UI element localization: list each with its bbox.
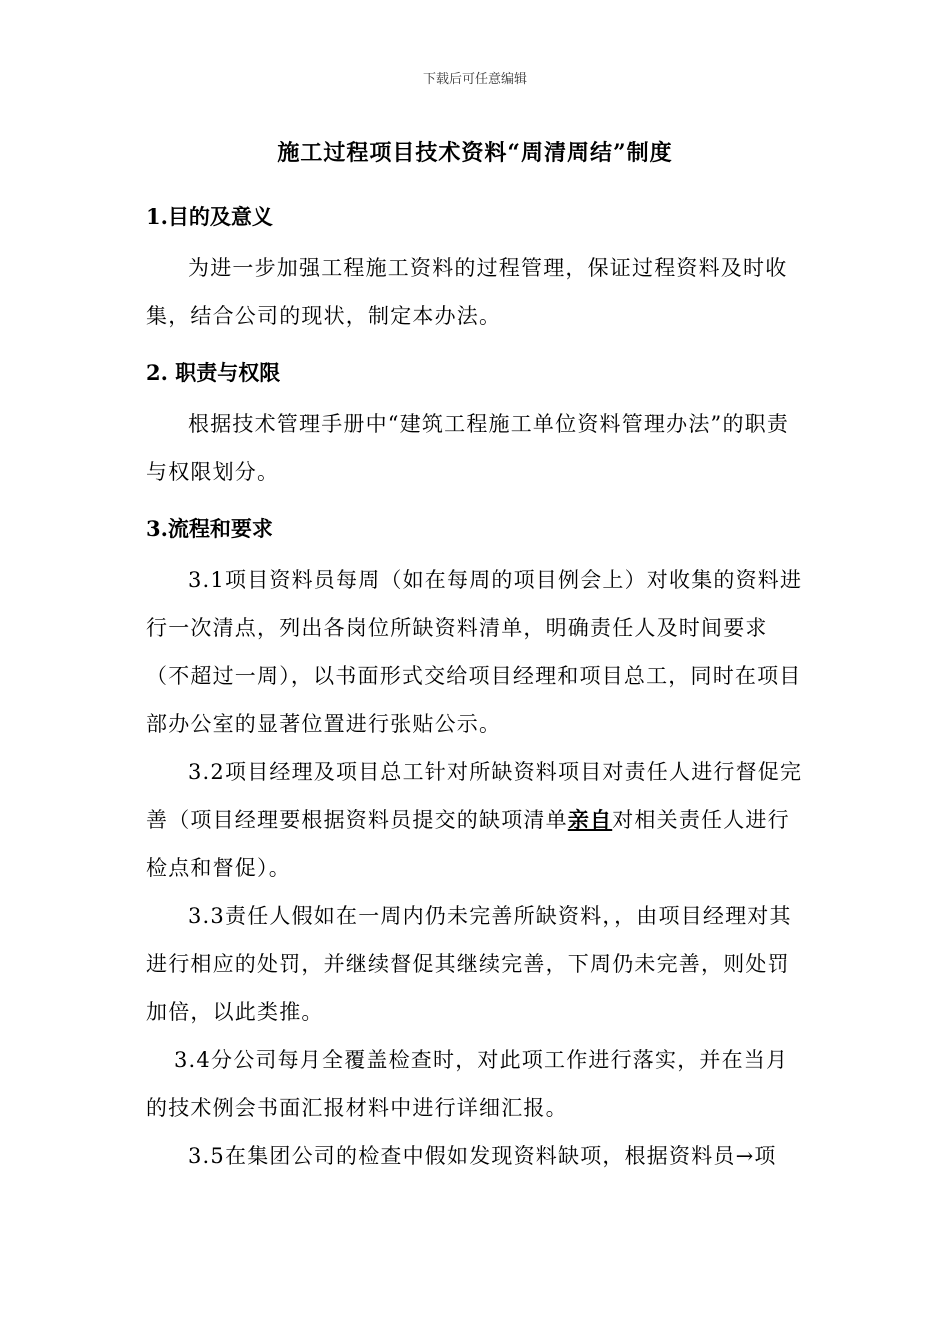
paragraph-responsibilities: 根据技术管理手册中“建筑工程施工单位资料管理办法”的职责与权限划分。 [146, 412, 790, 484]
header-note: 下载后可任意编辑 [422, 72, 527, 87]
paragraph-3-5: 3.5在集团公司的检查中假如发现资料缺项，根据资料员→项 [188, 1144, 777, 1168]
paragraph-3-2-text-before: 3.2项目经理及项目总工针对所缺资料项目对责任人进行督促完善（项目经理要根据资料员提交的缺项清单 [146, 760, 803, 832]
section-heading-process: 3.流程和要求 [146, 516, 273, 541]
paragraph-3-4: 3.4分公司每月全覆盖检查时，对此项工作进行落实，并在当月的技术例会书面汇报材料中进行详细汇报。 [146, 1048, 789, 1120]
paragraph-3-2 [146, 748, 806, 892]
page-title: 施工过程项目技术资料“周清周结”制度 [277, 140, 673, 166]
emphasis-text: 亲自 [567, 807, 613, 832]
paragraph-purpose: 为进一步加强工程施工资料的过程管理，保证过程资料及时收集，结合公司的现状，制定本办法。 [146, 256, 788, 328]
paragraph-3-3: 3.3责任人假如在一周内仍未完善所缺资料，，由项目经理对其进行相应的处罚，并继续督促其继续完善，下周仍未完善，则处罚加倍，以此类推。 [146, 904, 792, 1024]
section-heading-responsibilities: 2. 职责与权限 [146, 360, 281, 385]
section-heading-purpose: 1.目的及意义 [146, 204, 273, 229]
paragraph-3-2-text-after: 对相关责任人进行检点和督促）。 [146, 808, 790, 880]
paragraph-3-1: 3.1项目资料员每周（如在每周的项目例会上）对收集的资料进行一次清点，列出各岗位所缺资料清单，明确责任人及时间要求（不超过一周），以书面形式交给项目经理和项目总工，同时在项目部办公室的显著位置进行张贴公示。 [146, 568, 803, 736]
